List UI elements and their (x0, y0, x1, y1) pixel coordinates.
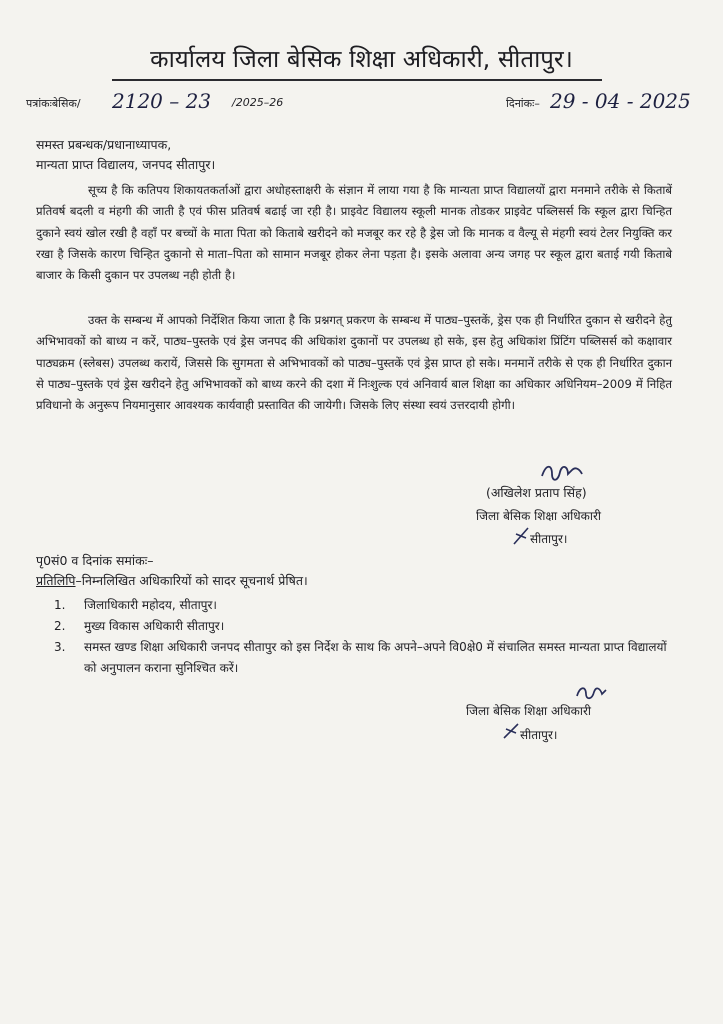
reference-year: /2025–26 (232, 96, 284, 109)
item-text: मुख्य विकास अधिकारी सीतापुर। (84, 619, 225, 633)
signature-scribble-1 (538, 462, 588, 486)
list-item (54, 637, 674, 679)
title-underline (112, 79, 602, 81)
item-number: 1. (54, 598, 66, 612)
signatory-city-2: सीतापुर। (520, 728, 558, 742)
copy-reference-line: पृ0सं0 व दिनांक समांकः– (36, 553, 154, 568)
date-label: दिनांकः– (506, 97, 540, 110)
reference-prefix: पत्रांकःबेसिक/ (26, 97, 81, 110)
list-item (54, 616, 674, 637)
signatory-city: सीतापुर। (530, 532, 568, 546)
reference-number: 2120 – 23 (112, 89, 212, 113)
office-title: कार्यालय जिला बेसिक शिक्षा अधिकारी, सीतापुर। (150, 45, 573, 73)
copy-heading-line (36, 572, 308, 589)
signatory-designation: जिला बेसिक शिक्षा अधिकारी (476, 509, 601, 523)
signatory-designation-2: जिला बेसिक शिक्षा अधिकारी (466, 704, 591, 718)
list-item (54, 595, 674, 616)
item-number: 3. (54, 640, 66, 654)
signature-scribble-2 (574, 682, 610, 704)
item-text: जिलाधिकारी महोदय, सीतापुर। (84, 598, 217, 612)
copy-recipients-list (54, 595, 674, 679)
copy-heading: प्रतिलिपि (36, 573, 76, 588)
copy-heading-rest: –निम्नलिखित अधिकारियों को सादर सूचनार्थ प्रेषित। (75, 573, 308, 588)
handwritten-date: 29 - 04 - 2025 (550, 89, 691, 113)
item-text: समस्त खण्ड शिक्षा अधिकारी जनपद सीतापुर को इस निर्देश के साथ कि अपने–अपने वि0क्षे0 में संचालित समस्त मान्यता प्राप्त विद्यालयों को अनुपालन कराना सुनिश्चित करें। (84, 640, 667, 675)
signatory-name: (अखिलेश प्रताप सिंह) (486, 485, 587, 500)
body-paragraph-1: सूच्य है कि कतिपय शिकायतकर्ताओं द्वारा अधोहस्ताक्षरी के संज्ञान में लाया गया है कि मान्यता प्राप्त विद्यालयों द्वारा मनमाने तरीके से किताबें प्रतिवर्ष बदली व मंहगी की जाती है एवं फीस प्रतिवर्ष बढाई जा रही है। प्राइवेट विद्यालय स्कूली मानक तोडकर प्राइवेट पब्लिसर्स कि स्कूल द्वारा चिन्हित दुकाने स्वयं खोल रखी है वहाँ पर बच्चों के माता पिता को किताबे खरीदने को मजबूर कर रहे है ड्रेस जो कि मानक व वैल्यू से मंहगी स्वयं टेलर नियुक्ति कर रखा है जिसके कारण चिन्हित दुकानो से माता–पिता को सामान मजबूर होकर लेना पड़ता है। इसके अलावा अन्य जगह पर स्कूल द्वारा बताई गयी किताबे बाजार के किसी दुकान पर उपलब्ध नही होती है। (36, 183, 672, 283)
addressee-line-2: मान्यता प्राप्त विद्यालय, जनपद सीतापुर। (36, 157, 216, 172)
body-paragraph-2: उक्त के सम्बन्ध में आपको निर्देशित किया जाता है कि प्रश्नगत् प्रकरण के सम्बन्ध में पाठ्य–पुस्तकें, ड्रेस एक ही निर्धारित दुकान से खरीदने हेतु अभिभावकों को बाध्य न करें, पाठ्य–पुस्तके एवं ड्रेस जनपद की अधिकांश दुकानों पर उपलब्ध हो सके, इस हेतु अधिकांश प्रिंटिंग पब्लिसर्स को कक्षावार पाठ्यक्रम (स्लेबस) उपलब्ध करायें, जिससे कि सुगमता से अभिभावकों को पाठ्य–पुस्तकें एवं ड्रेस प्राप्त हो सके। मनमानें तरीके से एक ही निर्धारित दुकान से पाठ्य–पुस्तके एवं ड्रेस खरीदने हेतु अभिभावकों को बाध्य करने की दशा में निःशुल्क एवं अनिवार्य बाल शिक्षा का अधिकार अधिनियम–2009 में निहित प्रविधानो के अनुरूप नियमानुसार आवश्यक कार्यवाही प्रस्तावित की जायेगी। जिसके लिए संस्था स्वयं उत्तरदायी होगी। (36, 313, 672, 413)
item-number: 2. (54, 619, 66, 633)
addressee-line-1: समस्त प्रबन्धक/प्रधानाध्यापक, (36, 137, 172, 152)
